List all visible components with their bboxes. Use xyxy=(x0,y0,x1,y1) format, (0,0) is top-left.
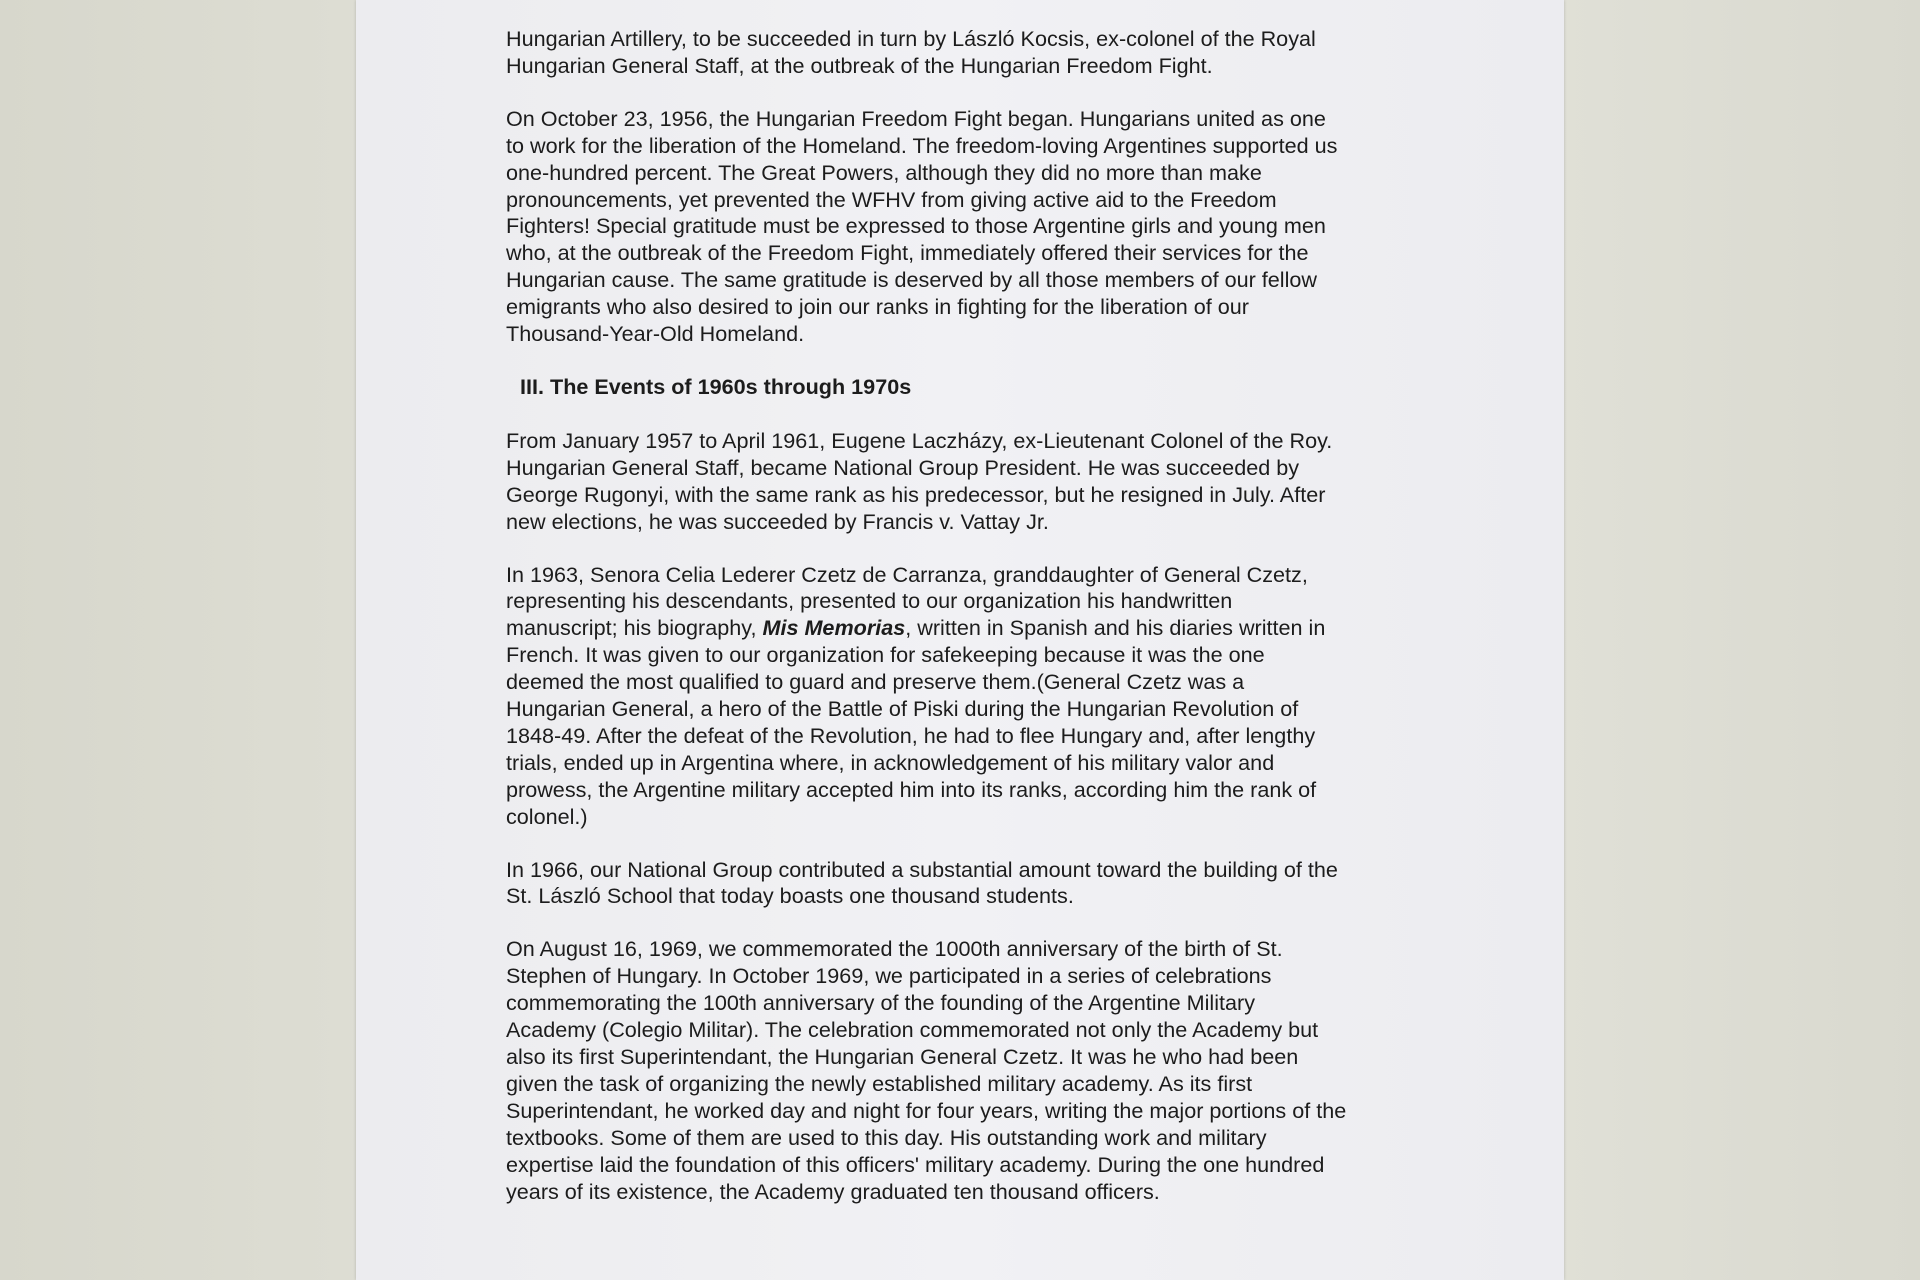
text-line: years of its existence, the Academy graduated ten thousand officers. xyxy=(506,1178,1160,1204)
text-segment: manuscript; his biography, xyxy=(506,615,763,641)
text-line: Hungarian Artillery, to be succeeded in turn by László Kocsis, ex-colonel of the Royal xyxy=(506,26,1316,51)
text-line: George Rugonyi, with the same rank as his predecessor, but he resigned in July. After xyxy=(506,481,1326,507)
text-line: commemorating the 100th anniversary of the founding of the Argentine Military xyxy=(506,990,1256,1016)
text-segment: , written in Spanish and his diaries written in xyxy=(905,615,1326,641)
text-line: pronouncements, yet prevented the WFHV from giving active aid to the Freedom xyxy=(506,186,1277,212)
text-line: On October 23, 1956, the Hungarian Freedom Fight began. Hungarians united as one xyxy=(506,105,1326,131)
text-line: who, at the outbreak of the Freedom Fight, immediately offered their services for the xyxy=(506,240,1309,266)
text-line: one-hundred percent. The Great Powers, although they did no more than make xyxy=(506,159,1262,185)
text-line: deemed the most qualified to guard and preserve them.(General Czetz was a xyxy=(506,669,1245,695)
text-line xyxy=(506,615,1444,642)
paragraph-school xyxy=(506,857,1444,911)
text-line: Superintendant, he worked day and night for four years, writing the major portions of the xyxy=(506,1097,1347,1123)
text-line: Academy (Colegio Militar). The celebration commemorated not only the Academy but xyxy=(506,1017,1319,1043)
text-line: Hungarian General Staff, became National Group President. He was succeeded by xyxy=(506,454,1300,480)
text-line: textbooks. Some of them are used to this day. His outstanding work and military xyxy=(506,1124,1267,1150)
text-line: new elections, he was succeeded by Francis v. Vattay Jr. xyxy=(506,508,1049,534)
text-line: also its first Superintendant, the Hungarian General Czetz. It was he who had been xyxy=(506,1044,1299,1069)
text-line: given the task of organizing the newly established military academy. As its first xyxy=(506,1070,1253,1096)
text-line: On August 16, 1969, we commemorated the 1000th anniversary of the birth of St. xyxy=(506,936,1283,962)
text-line: French. It was given to our organization for safekeeping because it was the one xyxy=(506,642,1265,668)
text-line: representing his descendants, presented to our organization his handwritten xyxy=(506,588,1233,614)
text-line: In 1966, our National Group contributed a substantial amount toward the building of the xyxy=(506,856,1338,882)
document-page xyxy=(356,0,1564,1280)
section-heading: III. The Events of 1960s through 1970s xyxy=(520,373,912,399)
text-line: Hungarian General Staff, at the outbreak of the Hungarian Freedom Fight. xyxy=(506,52,1213,78)
text-line: expertise laid the foundation of this officers' military academy. During the one hundred xyxy=(506,1151,1325,1177)
text-line: From January 1957 to April 1961, Eugene Laczházy, ex-Lieutenant Colonel of the Roy. xyxy=(506,427,1333,453)
text-line: emigrants who also desired to join our ranks in fighting for the liberation of our xyxy=(506,294,1249,320)
document-body xyxy=(506,26,1444,1231)
text-line: 1848-49. After the defeat of the Revolution, he had to flee Hungary and, after lengthy xyxy=(506,722,1316,748)
text-line: colonel.) xyxy=(506,803,588,829)
paragraph-artillery xyxy=(506,26,1444,80)
text-line: St. László School that today boasts one thousand students. xyxy=(506,883,1074,909)
text-line: to work for the liberation of the Homeland. The freedom-loving Argentines supported us xyxy=(506,132,1338,158)
text-line: Hungarian General, a hero of the Battle of Piski during the Hungarian Revolution of xyxy=(506,696,1299,722)
text-line: trials, ended up in Argentina where, in acknowledgement of his military valor and xyxy=(506,749,1275,775)
text-line: prowess, the Argentine military accepted him into its ranks, according him the rank of xyxy=(506,776,1317,802)
text-line: Thousand-Year-Old Homeland. xyxy=(506,321,805,347)
text-line: Hungarian cause. The same gratitude is deserved by all those members of our fellow xyxy=(506,267,1317,293)
text-line: Stephen of Hungary. In October 1969, we participated in a series of celebrations xyxy=(506,963,1272,989)
paragraph-czetz-manuscript xyxy=(506,562,1444,831)
text-line: In 1963, Senora Celia Lederer Czetz de Carranza, granddaughter of General Czetz, xyxy=(506,561,1308,587)
book-title: Mis Memorias xyxy=(762,615,906,641)
paragraph-anniversary xyxy=(506,936,1444,1205)
paragraph-freedom-fight xyxy=(506,106,1444,348)
text-line: Fighters! Special gratitude must be expressed to those Argentine girls and young men xyxy=(506,213,1326,239)
paragraph-presidents xyxy=(506,428,1444,536)
